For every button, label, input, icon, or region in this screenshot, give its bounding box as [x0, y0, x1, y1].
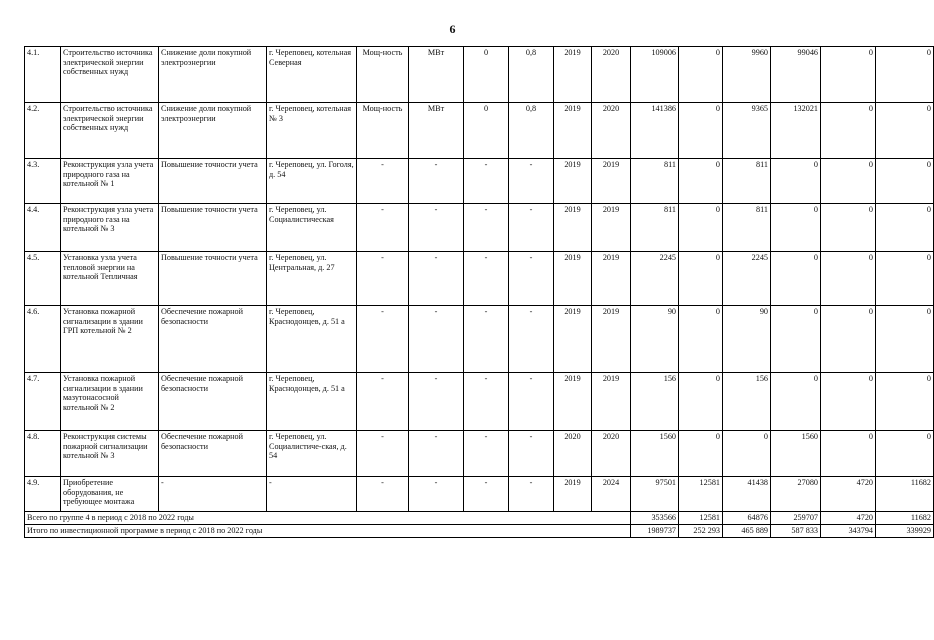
name-cell: Приобретение оборудования, не требующее монтажа	[61, 477, 159, 512]
name-cell: Реконструкция узла учета природного газа на котельной № 1	[61, 159, 159, 204]
cost-2021-cell: 0	[821, 252, 876, 306]
start-year-cell: 2019	[554, 159, 592, 204]
indicator-cell: -	[357, 431, 409, 477]
before-cell: -	[464, 431, 509, 477]
total-cost-cell: 811	[631, 204, 679, 252]
cost-2019-cell: 0	[723, 431, 771, 477]
purpose-cell: Обеспечение пожарной безопасности	[159, 373, 267, 431]
location-cell: г. Череповец, ул. Социалистическая	[267, 204, 357, 252]
indicator-cell: -	[357, 252, 409, 306]
location-cell: г. Череповец, котельная Северная	[267, 47, 357, 103]
total-y2019-cell: 465 889	[723, 525, 771, 538]
table-row	[25, 204, 934, 252]
start-year-cell: 2019	[554, 477, 592, 512]
table-row	[25, 47, 934, 103]
cost-2019-cell: 90	[723, 306, 771, 373]
end-year-cell: 2019	[592, 252, 631, 306]
unit-cell: -	[409, 252, 464, 306]
cost-2020-cell: 27080	[771, 477, 821, 512]
after-cell: 0,8	[509, 103, 554, 159]
unit-cell: -	[409, 204, 464, 252]
before-cell: -	[464, 159, 509, 204]
indicator-cell: -	[357, 159, 409, 204]
after-cell: -	[509, 306, 554, 373]
cost-2021-cell: 0	[821, 103, 876, 159]
cost-2022-cell: 11682	[876, 477, 934, 512]
total-total-cell: 353566	[631, 512, 679, 525]
start-year-cell: 2019	[554, 103, 592, 159]
cost-2021-cell: 0	[821, 373, 876, 431]
cost-2020-cell: 0	[771, 252, 821, 306]
total-y2022-cell: 11682	[876, 512, 934, 525]
cost-2018-cell: 0	[679, 103, 723, 159]
num-cell: 4.6.	[25, 306, 61, 373]
cost-2022-cell: 0	[876, 431, 934, 477]
unit-cell: -	[409, 159, 464, 204]
location-cell: г. Череповец, ул. Центральная, д. 27	[267, 252, 357, 306]
cost-2022-cell: 0	[876, 306, 934, 373]
total-y2019-cell: 64876	[723, 512, 771, 525]
cost-2019-cell: 2245	[723, 252, 771, 306]
name-cell: Установка пожарной сигнализации в здании мазутонасосной котельной № 2	[61, 373, 159, 431]
end-year-cell: 2024	[592, 477, 631, 512]
num-cell: 4.3.	[25, 159, 61, 204]
total-total-cell: 1989737	[631, 525, 679, 538]
cost-2020-cell: 0	[771, 204, 821, 252]
total-cost-cell: 156	[631, 373, 679, 431]
cost-2021-cell: 0	[821, 159, 876, 204]
start-year-cell: 2019	[554, 47, 592, 103]
cost-2020-cell: 0	[771, 306, 821, 373]
purpose-cell: -	[159, 477, 267, 512]
total-y2021-cell: 4720	[821, 512, 876, 525]
after-cell: -	[509, 252, 554, 306]
total-cost-cell: 109006	[631, 47, 679, 103]
table-row	[25, 477, 934, 512]
unit-cell: МВт	[409, 47, 464, 103]
after-cell: -	[509, 204, 554, 252]
cost-2019-cell: 9960	[723, 47, 771, 103]
num-cell: 4.5.	[25, 252, 61, 306]
investment-table	[24, 46, 934, 538]
total-cost-cell: 90	[631, 306, 679, 373]
total-label: Всего по группе 4 в период с 2018 по 2022 годы	[25, 512, 631, 525]
num-cell: 4.8.	[25, 431, 61, 477]
cost-2022-cell: 0	[876, 47, 934, 103]
name-cell: Реконструкция узла учета природного газа на котельной № 3	[61, 204, 159, 252]
cost-2020-cell: 132021	[771, 103, 821, 159]
table-row	[25, 373, 934, 431]
cost-2019-cell: 156	[723, 373, 771, 431]
table-row	[25, 306, 934, 373]
cost-2018-cell: 0	[679, 159, 723, 204]
before-cell: -	[464, 373, 509, 431]
before-cell: 0	[464, 47, 509, 103]
total-label: Итого по инвестиционной программе в период с 2018 по 2022 годы	[25, 525, 631, 538]
cost-2022-cell: 0	[876, 204, 934, 252]
table-row	[25, 431, 934, 477]
num-cell: 4.9.	[25, 477, 61, 512]
location-cell: г. Череповец, Краснодонцев, д. 51 а	[267, 373, 357, 431]
cost-2022-cell: 0	[876, 159, 934, 204]
before-cell: 0	[464, 103, 509, 159]
end-year-cell: 2019	[592, 373, 631, 431]
name-cell: Установка узла учета тепловой энергии на котельной Тепличная	[61, 252, 159, 306]
indicator-cell: -	[357, 306, 409, 373]
before-cell: -	[464, 204, 509, 252]
purpose-cell: Повышение точности учета	[159, 204, 267, 252]
cost-2021-cell: 0	[821, 431, 876, 477]
name-cell: Установка пожарной сигнализации в здании ГРП котельной № 2	[61, 306, 159, 373]
purpose-cell: Обеспечение пожарной безопасности	[159, 306, 267, 373]
after-cell: -	[509, 159, 554, 204]
cost-2019-cell: 41438	[723, 477, 771, 512]
start-year-cell: 2019	[554, 204, 592, 252]
location-cell: г. Череповец, Краснодонцев, д. 51 а	[267, 306, 357, 373]
cost-2018-cell: 12581	[679, 477, 723, 512]
before-cell: -	[464, 252, 509, 306]
purpose-cell: Повышение точности учета	[159, 252, 267, 306]
cost-2021-cell: 0	[821, 306, 876, 373]
name-cell: Строительство источника электрической энергии собственных нужд	[61, 47, 159, 103]
indicator-cell: -	[357, 477, 409, 512]
start-year-cell: 2019	[554, 306, 592, 373]
total-cost-cell: 97501	[631, 477, 679, 512]
unit-cell: МВт	[409, 103, 464, 159]
cost-2021-cell: 0	[821, 204, 876, 252]
cost-2020-cell: 0	[771, 159, 821, 204]
num-cell: 4.4.	[25, 204, 61, 252]
cost-2020-cell: 99046	[771, 47, 821, 103]
cost-2022-cell: 0	[876, 252, 934, 306]
indicator-cell: Мощ-ность	[357, 47, 409, 103]
purpose-cell: Снижение доли покупной электроэнергии	[159, 47, 267, 103]
after-cell: -	[509, 477, 554, 512]
total-cost-cell: 1560	[631, 431, 679, 477]
after-cell: -	[509, 431, 554, 477]
unit-cell: -	[409, 306, 464, 373]
name-cell: Реконструкция системы пожарной сигнализации котельной № 3	[61, 431, 159, 477]
cost-2018-cell: 0	[679, 431, 723, 477]
name-cell: Строительство источника электрической энергии собственных нужд	[61, 103, 159, 159]
cost-2019-cell: 811	[723, 204, 771, 252]
total-cost-cell: 141386	[631, 103, 679, 159]
num-cell: 4.1.	[25, 47, 61, 103]
location-cell: г. Череповец, котельная № 3	[267, 103, 357, 159]
total-y2020-cell: 587 833	[771, 525, 821, 538]
indicator-cell: -	[357, 373, 409, 431]
location-cell: -	[267, 477, 357, 512]
cost-2020-cell: 1560	[771, 431, 821, 477]
end-year-cell: 2019	[592, 159, 631, 204]
cost-2018-cell: 0	[679, 47, 723, 103]
start-year-cell: 2020	[554, 431, 592, 477]
purpose-cell: Обеспечение пожарной безопасности	[159, 431, 267, 477]
unit-cell: -	[409, 373, 464, 431]
cost-2019-cell: 811	[723, 159, 771, 204]
cost-2022-cell: 0	[876, 373, 934, 431]
table-row	[25, 103, 934, 159]
purpose-cell: Повышение точности учета	[159, 159, 267, 204]
before-cell: -	[464, 306, 509, 373]
cost-2021-cell: 0	[821, 47, 876, 103]
cost-2018-cell: 0	[679, 373, 723, 431]
end-year-cell: 2020	[592, 431, 631, 477]
total-y2020-cell: 259707	[771, 512, 821, 525]
total-cost-cell: 2245	[631, 252, 679, 306]
cost-2018-cell: 0	[679, 306, 723, 373]
group-total-row	[25, 512, 934, 525]
num-cell: 4.7.	[25, 373, 61, 431]
total-cost-cell: 811	[631, 159, 679, 204]
indicator-cell: Мощ-ность	[357, 103, 409, 159]
end-year-cell: 2019	[592, 204, 631, 252]
table-row	[25, 252, 934, 306]
grand-total-row	[25, 525, 934, 538]
end-year-cell: 2020	[592, 47, 631, 103]
start-year-cell: 2019	[554, 252, 592, 306]
after-cell: 0,8	[509, 47, 554, 103]
cost-2022-cell: 0	[876, 103, 934, 159]
purpose-cell: Снижение доли покупной электроэнергии	[159, 103, 267, 159]
before-cell: -	[464, 477, 509, 512]
start-year-cell: 2019	[554, 373, 592, 431]
end-year-cell: 2019	[592, 306, 631, 373]
num-cell: 4.2.	[25, 103, 61, 159]
total-y2021-cell: 343794	[821, 525, 876, 538]
total-y2018-cell: 12581	[679, 512, 723, 525]
total-y2018-cell: 252 293	[679, 525, 723, 538]
table-row	[25, 159, 934, 204]
location-cell: г. Череповец, ул. Гоголя, д. 54	[267, 159, 357, 204]
cost-2020-cell: 0	[771, 373, 821, 431]
indicator-cell: -	[357, 204, 409, 252]
total-y2022-cell: 339929	[876, 525, 934, 538]
page-number: 6	[449, 22, 456, 36]
unit-cell: -	[409, 431, 464, 477]
cost-2021-cell: 4720	[821, 477, 876, 512]
location-cell: г. Череповец, ул. Социалистиче-ская, д. 54	[267, 431, 357, 477]
cost-2019-cell: 9365	[723, 103, 771, 159]
cost-2018-cell: 0	[679, 252, 723, 306]
unit-cell: -	[409, 477, 464, 512]
after-cell: -	[509, 373, 554, 431]
end-year-cell: 2020	[592, 103, 631, 159]
cost-2018-cell: 0	[679, 204, 723, 252]
